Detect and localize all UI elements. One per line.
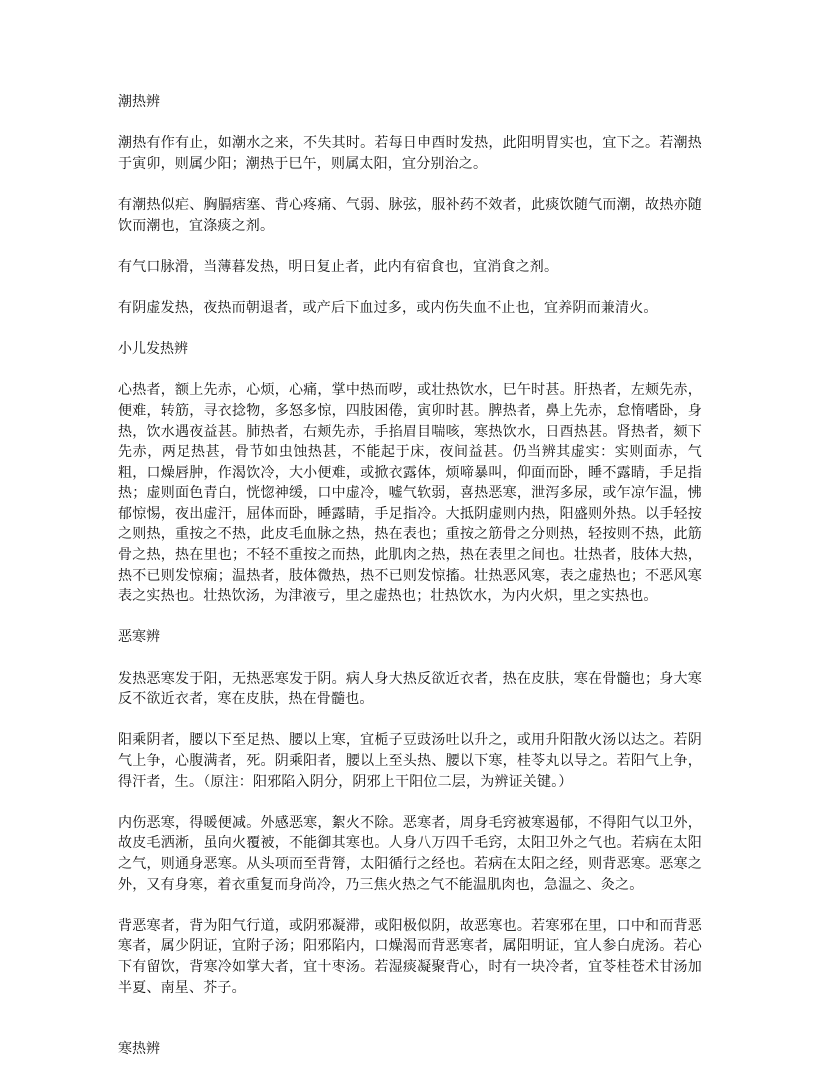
section-wuhan xyxy=(118,627,702,998)
section-hanre xyxy=(118,1039,702,1060)
paragraph: 有气口脉滑，当薄暮发热，明日复止者，此内有宿食也，宜消食之剂。 xyxy=(118,258,559,275)
paragraph: 发热恶寒发于阳，无热恶寒发于阴。病人身大热反欲近衣者，热在皮肤，寒在骨髓也；身大寒反不欲近衣者，寒在皮肤，热在骨髓也。 xyxy=(118,670,702,708)
paragraph: 背恶寒者，背为阳气行道，或阴邪凝滞，或阳极似阴，故恶寒也。若寒邪在里，口中和而背恶寒者，属少阴证，宜附子汤；阳邪陷内，口燥渴而背恶寒者，属阳明证，宜人参白虎汤。若心下有留饮，背寒冷如掌大者，宜十枣汤。若湿痰凝聚背心，时有一块冷者，宜苓桂苍术甘汤加半夏、南星、芥子。 xyxy=(118,917,702,996)
document-page xyxy=(118,92,702,1080)
section-heading: 寒热辨 xyxy=(118,1041,160,1058)
paragraph: 潮热有作有止，如潮水之来，不失其时。若每日申酉时发热，此阳明胃实也，宜下之。若潮热于寅卯，则属少阳；潮热于巳午，则属太阳，宜分别治之。 xyxy=(118,135,702,172)
section-heading: 小儿发热辨 xyxy=(118,341,188,358)
section-xiaoer-fare xyxy=(118,339,702,607)
section-heading: 潮热辨 xyxy=(118,94,160,110)
paragraph: 有阴虚发热，夜热而朝退者，或产后下血过多，或内伤失血不止也，宜养阴而兼清火。 xyxy=(118,299,658,316)
paragraph: 内伤恶寒，得暖便减。外感恶寒，絮火不除。恶寒者，周身毛窍被寒遏郁，不得阳气以卫外，故皮毛洒淅，虽向火覆被，不能御其寒也。人身八万四千毛窍，太阳卫外之气也。若病在太阳之气，则通身恶寒。从头项而至背膂，太阳循行之经也。若病在太阳之经，则背恶寒。恶寒之外，又有身寒，着衣重复而身尚冷，乃三焦火热之气不能温肌肉也，急温之、灸之。 xyxy=(118,814,702,893)
section-heading: 恶寒辨 xyxy=(118,629,160,646)
paragraph: 阳乘阴者，腰以下至足热、腰以上寒，宜栀子豆豉汤吐以升之，或用升阳散火汤以达之。若阴气上争，心腹满者，死。阴乘阳者，腰以上至头热、腰以下寒，桂苓丸以导之。若阳气上争，得汗者，生。（原注：阳邪陷入阴分，阴邪上干阳位二层，为辨证关键。） xyxy=(118,732,702,790)
paragraph: 有潮热似疟、胸膈痞塞、背心疼痛、气弱、脉弦，服补药不效者，此痰饮随气而潮，故热亦随饮而潮也，宜涤痰之剂。 xyxy=(118,196,702,234)
paragraph: 心热者，额上先赤，心烦，心痛，掌中热而哕，或壮热饮水，巳午时甚。肝热者，左颊先赤，便难，转筋，寻衣捻物，多怒多惊，四肢困倦，寅卯时甚。脾热者，鼻上先赤，怠惰嗜卧，身热，饮水遇夜益甚。肺热者，右颊先赤，手掐眉目喘咳，寒热饮水，日酉热甚。肾热者，颏下先赤，两足热甚，骨节如虫蚀热甚，不能起于床，夜间益甚。仍当辨其虚实：实则面赤，气粗，口燥唇肿，作渴饮冷，大小便难，或掀衣露体，烦啼暴叫，仰面而卧，睡不露睛，手足指热；虚则面色青白，恍惚神缓，口中虚冷，嘘气软弱，喜热恶寒，泄泻多尿，或乍凉乍温，怫郁惊惕，夜出虚汗，屈体而卧，睡露睛，手足指冷。大抵阴虚则内热，阳盛则外热。以手轻按之则热，重按之不热，此皮毛血脉之热，热在表也；重按之筋骨之分则热，轻按则不热，此筋骨之热，热在里也；不轻不重按之而热，此肌肉之热，热在表里之间也。壮热者，肢体大热，热不已则发惊痫；温热者，肢体微热，热不已则发惊搐。壮热恶风寒，表之虚热也；不恶风寒表之实热也。壮热饮汤，为津液亏，里之虚热也；壮热饮水，为内火炽，里之实热也。 xyxy=(118,382,702,605)
section-chaore xyxy=(118,92,702,319)
